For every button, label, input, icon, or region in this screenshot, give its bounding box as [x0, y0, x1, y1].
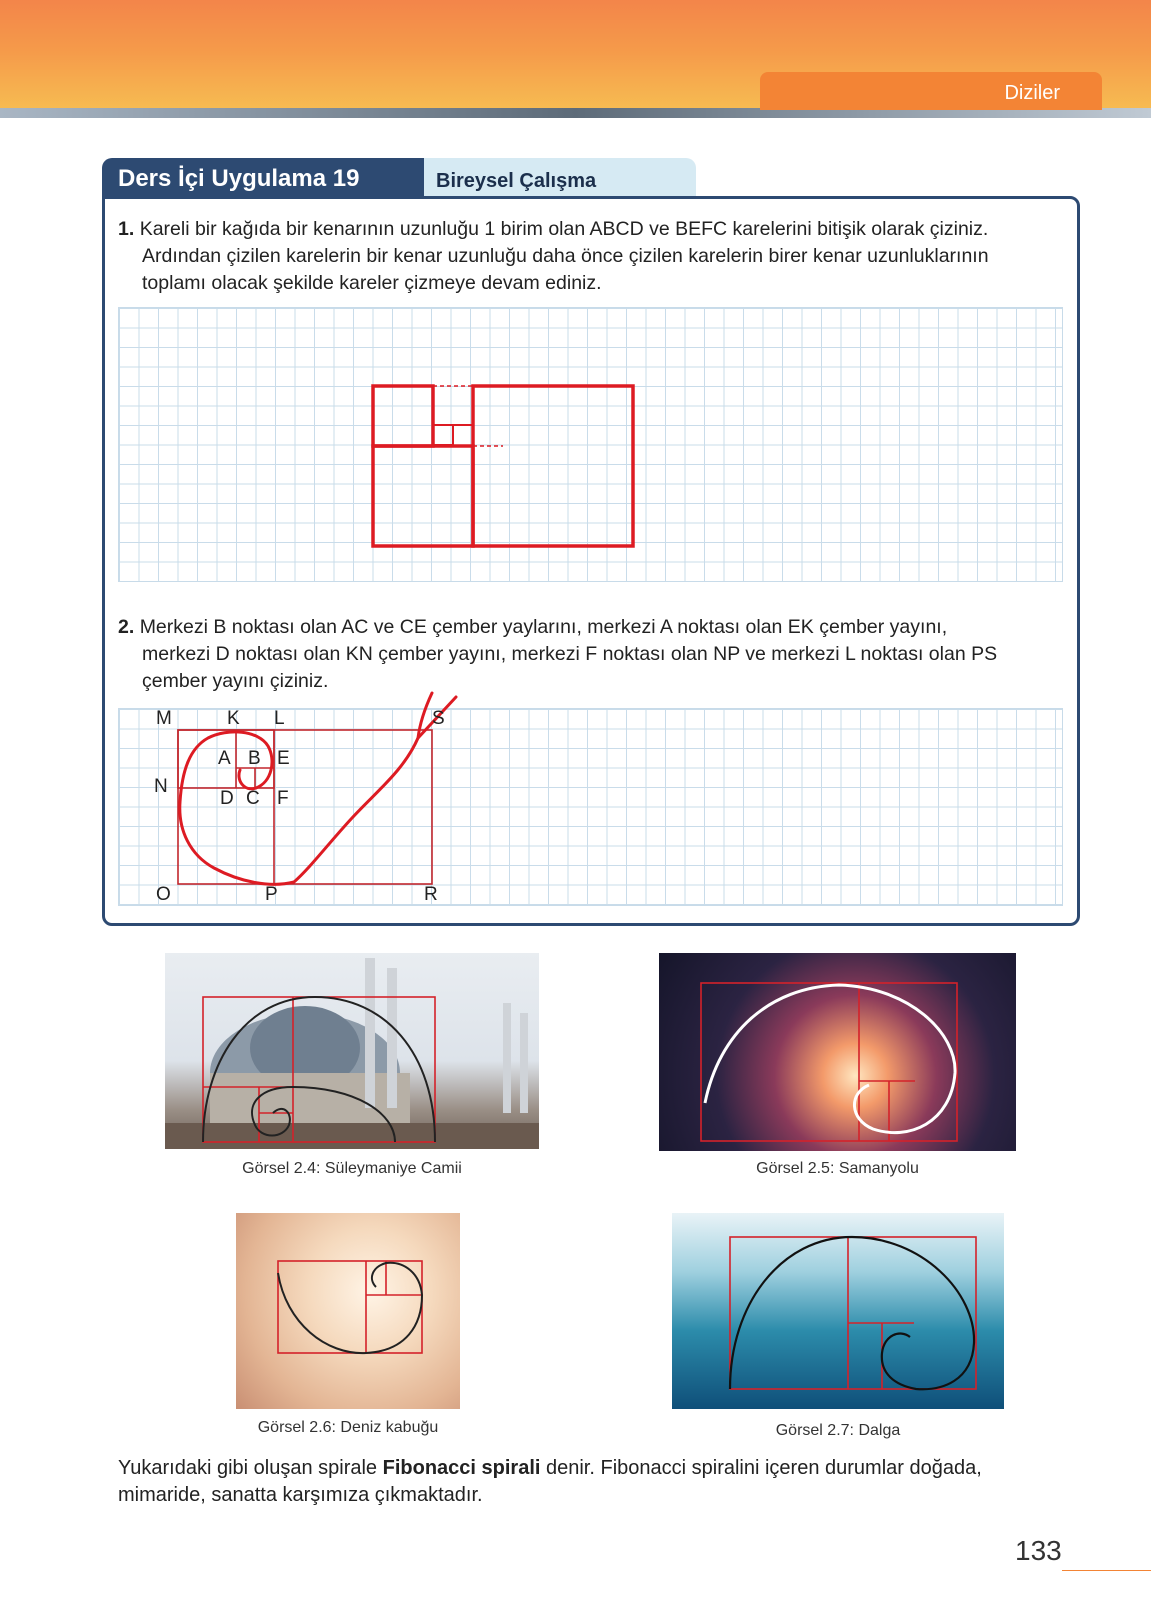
question-2: [118, 614, 997, 695]
point-c: C: [246, 788, 260, 809]
photo-wave: [672, 1213, 1004, 1409]
grid-paper-2: [118, 708, 1063, 906]
footer-text-after: denir. Fibonacci spiralini içeren durumlar doğada,: [540, 1457, 982, 1479]
page-number-rule: [1062, 1570, 1151, 1571]
activity-header: [102, 158, 424, 198]
point-r: R: [424, 884, 438, 905]
footer-text-before: Yukarıdaki gibi oluşan spirale: [118, 1457, 383, 1479]
question-2-number: 2.: [118, 616, 135, 638]
point-l: L: [274, 708, 285, 729]
point-m: M: [156, 708, 172, 729]
point-p: P: [265, 884, 278, 905]
question-1-line-1: Kareli bir kağıda bir kenarının uzunluğu 1 birim olan ABCD ve BEFC karelerini bitişik olarak çiziniz.: [139, 218, 989, 240]
point-e: E: [277, 748, 290, 769]
photo-suleymaniye-mosque: [165, 953, 539, 1149]
caption-figure-2-6: Görsel 2.6: Deniz kabuğu: [257, 1419, 439, 1436]
point-k: K: [227, 708, 240, 729]
footer-paragraph: [118, 1455, 1038, 1509]
grid-paper-1: [118, 307, 1063, 582]
question-2-line-3: çember yayını çiziniz.: [142, 670, 329, 692]
question-1-line-3: toplamı olacak şekilde kareler çizmeye devam ediniz.: [142, 272, 602, 294]
question-2-line-2: merkezi D noktası olan KN çember yayını, merkezi F noktası olan NP ve merkezi L noktası olan PS: [142, 643, 998, 665]
question-2-line-1: Merkezi B noktası olan AC ve CE çember yaylarını, merkezi A noktası olan EK çember yayını,: [139, 616, 948, 638]
caption-figure-2-4: Görsel 2.4: Süleymaniye Camii: [242, 1160, 462, 1177]
footer-text-bold: Fibonacci spirali: [382, 1457, 541, 1479]
chapter-label: Diziler: [1004, 82, 1060, 104]
point-s: S: [432, 708, 445, 729]
point-a: A: [218, 748, 231, 769]
point-o: O: [156, 884, 171, 905]
point-b: B: [248, 748, 261, 769]
work-mode-label: Bireysel Çalışma: [436, 170, 597, 192]
question-1-line-2: Ardından çizilen karelerin bir kenar uzunluğu daha önce çizilen karelerin birer kenar uzunluklarının: [142, 245, 989, 267]
question-1-number: 1.: [118, 218, 135, 240]
point-d: D: [220, 788, 234, 809]
work-mode-tab: [424, 158, 696, 198]
page-number: 133: [1015, 1535, 1062, 1566]
caption-figure-2-5: Görsel 2.5: Samanyolu: [756, 1160, 919, 1177]
caption-figure-2-7: Görsel 2.7: Dalga: [775, 1422, 901, 1439]
footer-text-line-2: mimaride, sanatta karşımıza çıkmaktadır.: [118, 1484, 483, 1506]
photo-milky-way: [659, 953, 1016, 1151]
chapter-tab: [760, 72, 1102, 110]
activity-title: Ders İçi Uygulama 19: [118, 165, 360, 192]
point-f: F: [277, 788, 289, 809]
photo-sea-shell: [236, 1213, 460, 1409]
point-n: N: [154, 776, 168, 797]
question-1: [118, 216, 989, 297]
